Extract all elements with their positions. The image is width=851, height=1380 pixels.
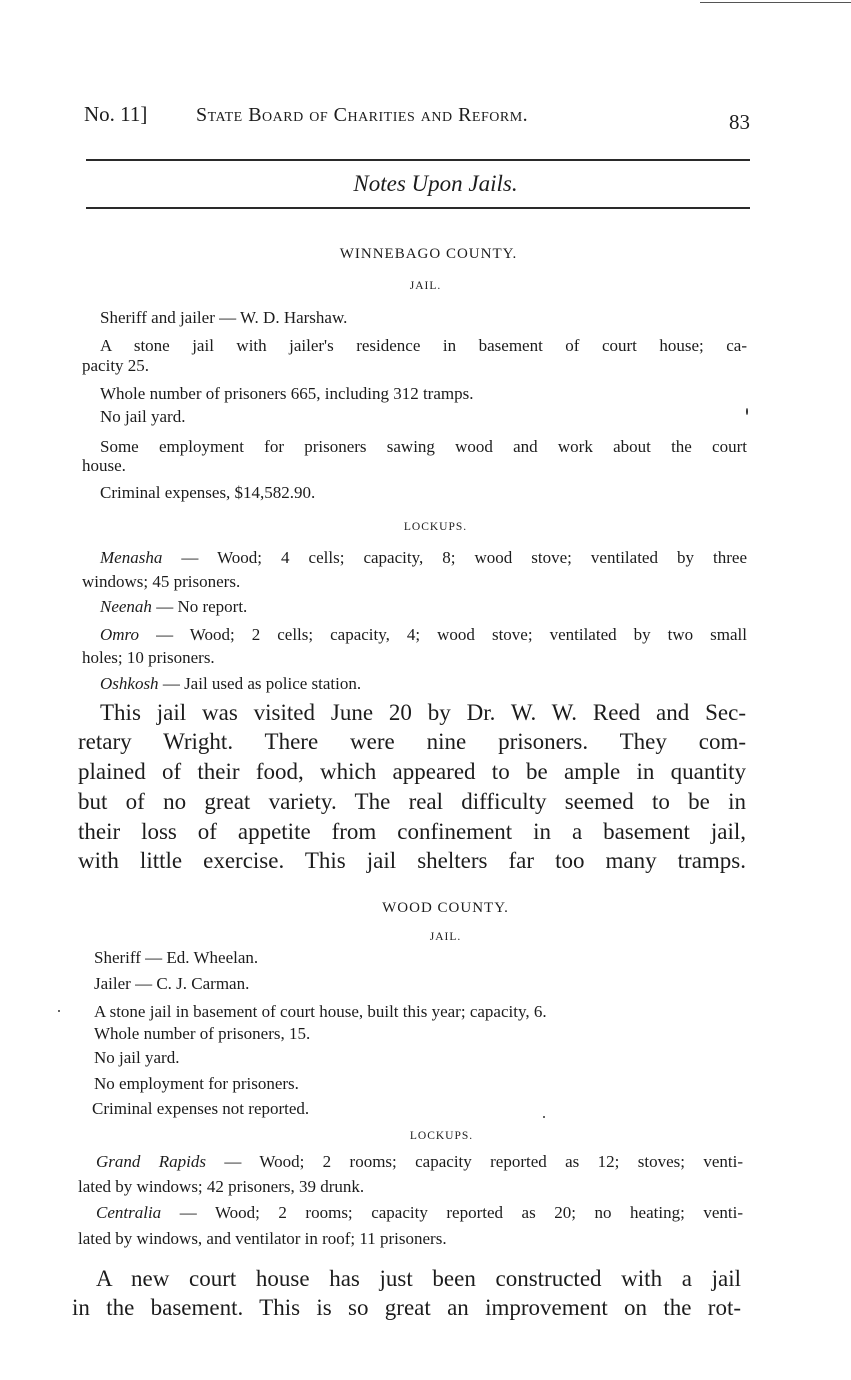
lockup-name: Oshkosh (100, 674, 159, 693)
lockups-heading-winnebago: LOCKUPS. (403, 521, 468, 533)
wood-note-line: in the basement. This is so great an improvement on the rot- (72, 1295, 741, 1320)
scan-speck (543, 1116, 545, 1118)
wood-line-stone-jail: A stone jail in basement of court house, built this year; capacity, 6. (94, 1002, 547, 1021)
winnebago-line-house: house. (82, 456, 126, 475)
lockup-menasha-cont: windows; 45 prisoners. (82, 572, 241, 591)
lockup-omro: Omro — Wood; 2 cells; capacity, 4; wood stove; ventilated by two small (100, 625, 747, 644)
lockups-heading-wood: LOCKUPS. (409, 1130, 474, 1142)
wood-line-employment: No employment for prisoners. (94, 1074, 299, 1093)
header-number: No. 11] (84, 102, 148, 126)
winnebago-note-line: plained of their food, which appeared to be ample in quantity (78, 759, 746, 784)
winnebago-line-expenses: Criminal expenses, $14,582.90. (100, 483, 316, 502)
wood-line-jailer: Jailer — C. J. Carman. (94, 974, 250, 993)
winnebago-note-line: their loss of appetite from confinement in a basement jail, (78, 819, 746, 844)
scan-speck (58, 1010, 60, 1012)
lockup-name: Omro (100, 625, 140, 644)
county-heading-winnebago: WINNEBAGO COUNTY. (339, 246, 518, 262)
scan-speck (746, 408, 748, 415)
winnebago-line-stone-jail: A stone jail with jailer's residence in basement of court house; ca- (100, 336, 747, 355)
lockup-menasha: Menasha — Wood; 4 cells; capacity, 8; wood stove; ventilated by three (100, 548, 747, 567)
lockup-omro-cont: holes; 10 prisoners. (82, 648, 215, 667)
winnebago-line-yard: No jail yard. (100, 407, 186, 426)
section-title: Notes Upon Jails. (353, 171, 518, 196)
wood-line-expenses: Criminal expenses not reported. (92, 1099, 310, 1118)
lockup-neenah: Neenah — No report. (100, 597, 248, 616)
lockup-name: Grand Rapids (96, 1152, 206, 1171)
wood-line-yard: No jail yard. (94, 1048, 180, 1067)
jail-heading-winnebago: JAIL. (409, 280, 442, 292)
header-rule-top (86, 159, 750, 161)
lockup-centralia-cont: lated by windows, and ventilator in roof; 11 prisoners. (78, 1229, 447, 1248)
winnebago-note-line: This jail was visited June 20 by Dr. W. W. Reed and Sec- (100, 700, 746, 725)
winnebago-note-line: but of no great variety. The real difficulty seemed to be in (78, 789, 746, 814)
winnebago-line-employment: Some employment for prisoners sawing wood and work about the court (100, 437, 747, 456)
county-heading-wood: WOOD COUNTY. (382, 900, 509, 916)
wood-note-line: A new court house has just been constructed with a jail (96, 1266, 741, 1291)
wood-line-sheriff: Sheriff — Ed. Wheelan. (94, 948, 259, 967)
lockup-centralia: Centralia — Wood; 2 rooms; capacity reported as 20; no heating; venti- (96, 1203, 743, 1222)
scan-edge-line (700, 2, 851, 3)
lockup-grand-rapids-cont: lated by windows; 42 prisoners, 39 drunk. (78, 1177, 365, 1196)
winnebago-line-capacity: pacity 25. (82, 356, 150, 375)
header-title: State Board of Charities and Reform. (196, 104, 529, 126)
lockup-grand-rapids: Grand Rapids — Wood; 2 rooms; capacity reported as 12; stoves; venti- (96, 1152, 743, 1171)
wood-line-prisoners: Whole number of prisoners, 15. (94, 1024, 311, 1043)
winnebago-note-line: with little exercise. This jail shelters far too many tramps. (78, 848, 746, 873)
lockup-oshkosh: Oshkosh — Jail used as police station. (100, 674, 362, 693)
winnebago-line-sheriff: Sheriff and jailer — W. D. Harshaw. (100, 308, 348, 327)
lockup-name: Neenah (100, 597, 152, 616)
lockup-name: Menasha (100, 548, 163, 567)
jail-heading-wood: JAIL. (429, 931, 462, 943)
header-rule-bottom (86, 207, 750, 209)
lockup-name: Centralia (96, 1203, 162, 1222)
winnebago-note-line: retary Wright. There were nine prisoners. They com- (78, 729, 746, 754)
page-number: 83 (729, 110, 750, 134)
winnebago-line-prisoners: Whole number of prisoners 665, including 312 tramps. (100, 384, 474, 403)
